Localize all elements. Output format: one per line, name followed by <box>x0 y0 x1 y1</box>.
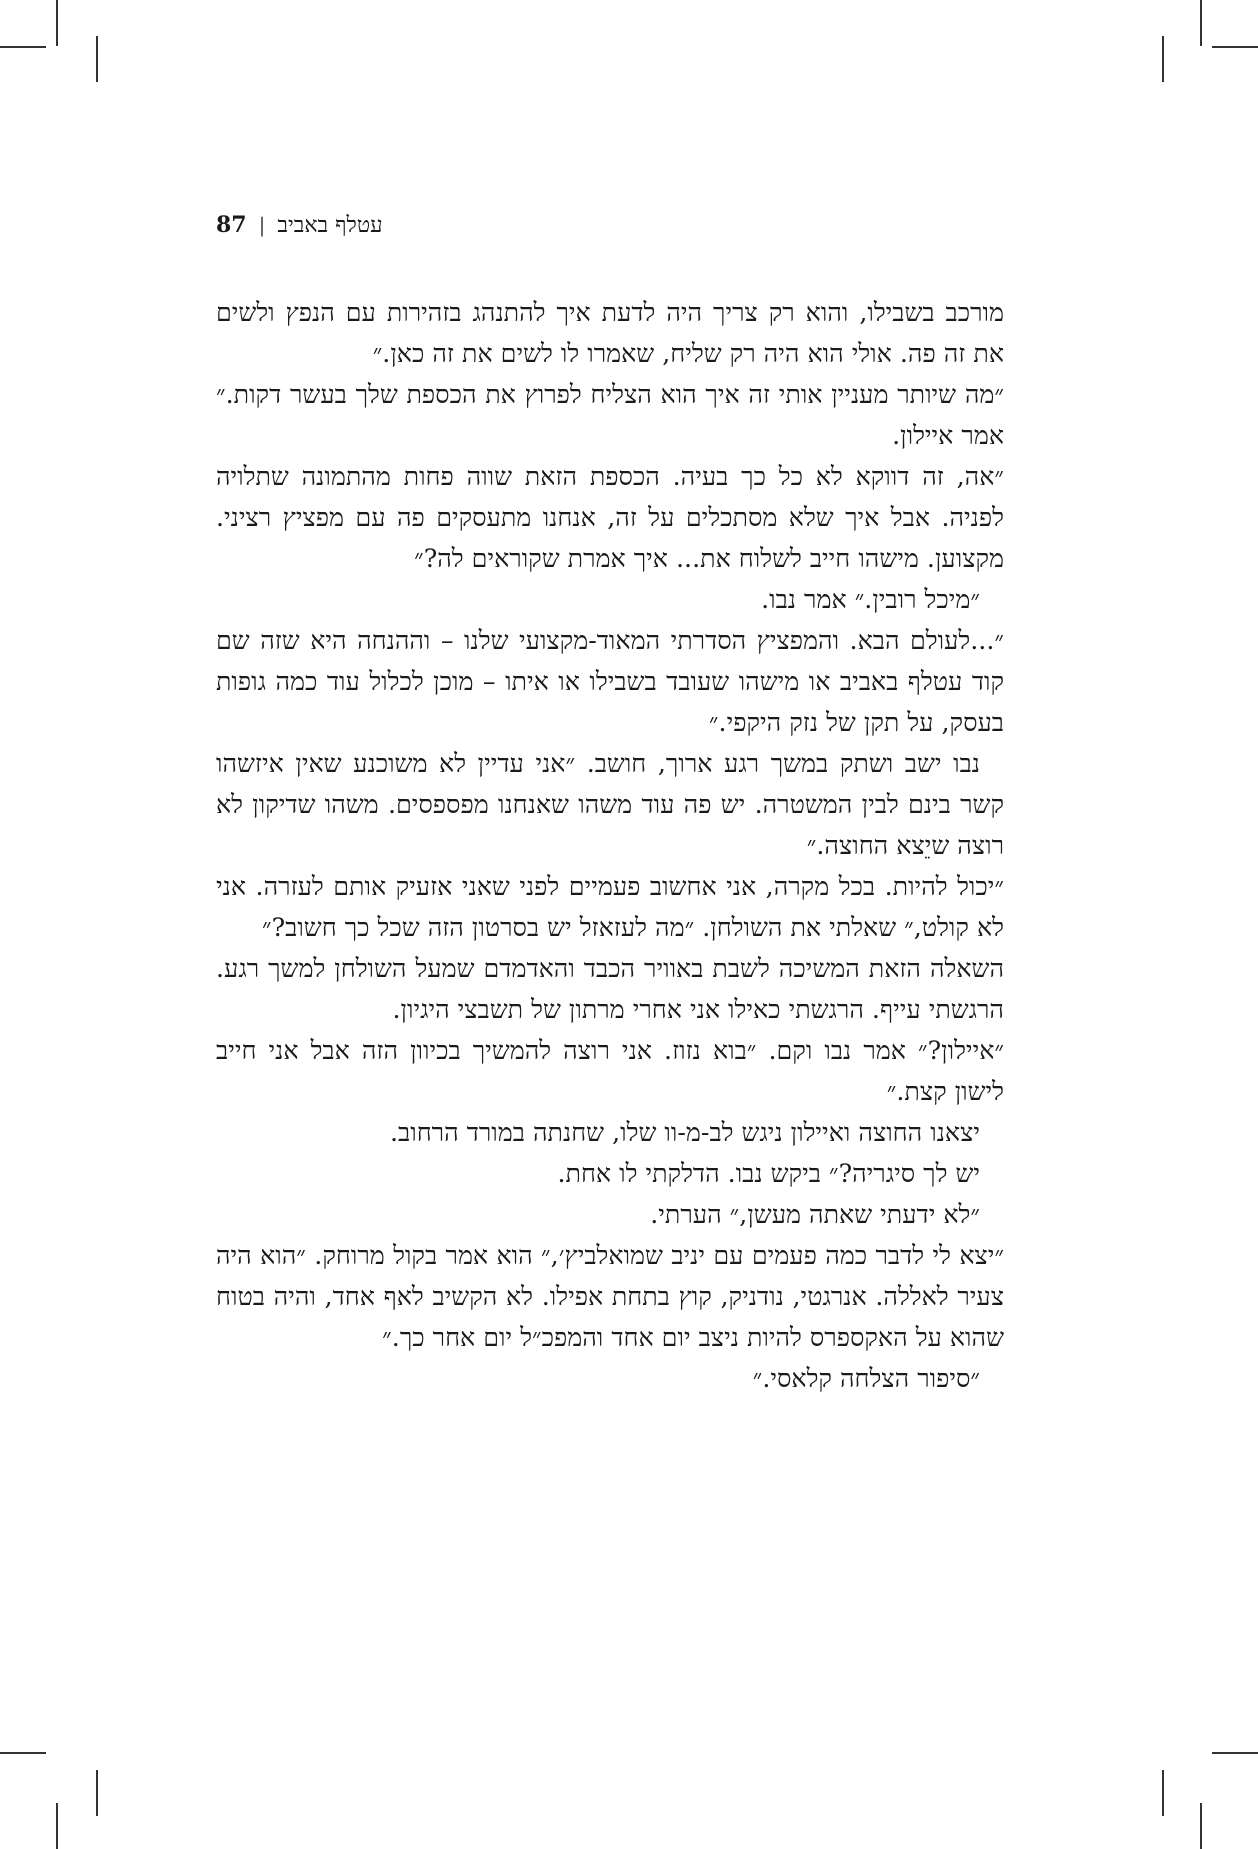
paragraph-2: ״מה שיותר מעניין אותי זה איך הוא הצליח לפרוץ את הכספת שלך בעשר דקות.״ אמר איילון. <box>216 380 1004 450</box>
paragraph-7: ״יכול להיות. בכל מקרה, אני אחשוב פעמיים לפני שאני אזעיק אותם לעזרה. אני לא קולט,״ שאלתי את השולחן. ״מה לעזאזל יש בסרטון הזה שכל כך חשוב?״ <box>216 872 1004 942</box>
paragraph-3: ״אה, זה דווקא לא כל כך בעיה. הכספת הזאת שווה פחות מהתמונה שתלויה לפניה. אבל איך שלא מסתכלים על זה, אנחנו מתעסקים פה עם מפציץ רציני. מקצוען. מישהו חייב לשלוח את... איך אמרת שקוראים לה?״ <box>216 462 1004 573</box>
body-text <box>216 292 1004 1399</box>
crop-mark-top-left-v2 <box>96 36 98 82</box>
header-separator: | <box>258 213 266 237</box>
paragraph-5: ״...לעולם הבא. והמפציץ הסדרתי המאוד-מקצועי שלנו – וההנחה היא שזה שם קוד עטלף באביב או מישהו שעובד בשבילו או איתו – מוכן לכלול עוד כמה גופות בעסק, על תקן של נזק היקפי.״ <box>216 626 1004 737</box>
crop-mark-bottom-right-v2 <box>1162 1770 1164 1816</box>
paragraph-1: מורכב בשבילו, והוא רק צריך היה לדעת איך להתנהג בזהירות עם הנפץ ולשים את זה פה. אולי הוא היה רק שליח, שאמרו לו לשים את זה כאן.״ <box>216 298 1004 368</box>
crop-mark-bottom-left-h <box>0 1752 46 1754</box>
crop-mark-top-left-h <box>0 46 46 48</box>
paragraph-14: ״סיפור הצלחה קלאסי.״ <box>752 1364 980 1393</box>
crop-mark-bottom-left-v <box>56 1803 58 1849</box>
crop-mark-top-right-h <box>1212 46 1258 48</box>
paragraph-11: יש לך סיגריה?״ ביקש נבו. הדלקתי לו אחת. <box>557 1159 980 1188</box>
paragraph-9: ״איילון?״ אמר נבו וקם. ״בוא נזוז. אני רוצה להמשיך בכיוון הזה אבל אני חייב לישון קצת.״ <box>216 1036 1004 1106</box>
page-number: 87 <box>216 212 247 238</box>
paragraph-12: ״לא ידעתי שאתה מעשן,״ הערתי. <box>650 1200 980 1229</box>
crop-mark-bottom-right-h <box>1212 1752 1258 1754</box>
crop-mark-top-right-v <box>1200 0 1202 46</box>
crop-mark-top-left-v <box>56 0 58 46</box>
paragraph-10: יצאנו החוצה ואיילון ניגש לב-מ-וו שלו, שחנתה במורד הרחוב. <box>390 1118 980 1147</box>
paragraph-4: ״מיכל רובין.״ אמר נבו. <box>761 585 980 614</box>
crop-mark-bottom-right-v <box>1200 1803 1202 1849</box>
paragraph-6: נבו ישב ושתק במשך רגע ארוך, חושב. ״אני עדיין לא משוכנע שאין איזשהו קשר בינם לבין המשטרה. יש פה עוד משהו שאנחנו מפספסים. משהו שדיקון לא רוצה שיֵצא החוצה.״ <box>216 749 1004 860</box>
crop-mark-top-right-v2 <box>1162 36 1164 82</box>
paragraph-13: ״יצא לי לדבר כמה פעמים עם יניב שמואלביץ׳,״ הוא אמר בקול מרוחק. ״הוא היה צעיר לאללה. אנרגטי, נודניק, קוץ בתחת אפילו. לא הקשיב לאף אחד, והיה בטוח שהוא על האקספרס להיות ניצב יום אחד והמפכ״ל יום אחר כך.״ <box>216 1241 1004 1352</box>
running-header <box>216 210 406 240</box>
running-title: עטלף באביב <box>277 213 383 238</box>
crop-mark-bottom-left-v2 <box>96 1770 98 1816</box>
paragraph-8: השאלה הזאת המשיכה לשבת באוויר הכבד והאדמדם שמעל השולחן למשך רגע. הרגשתי עייף. הרגשתי כאילו אני אחרי מרתון של תשבצי היגיון. <box>216 954 1004 1024</box>
